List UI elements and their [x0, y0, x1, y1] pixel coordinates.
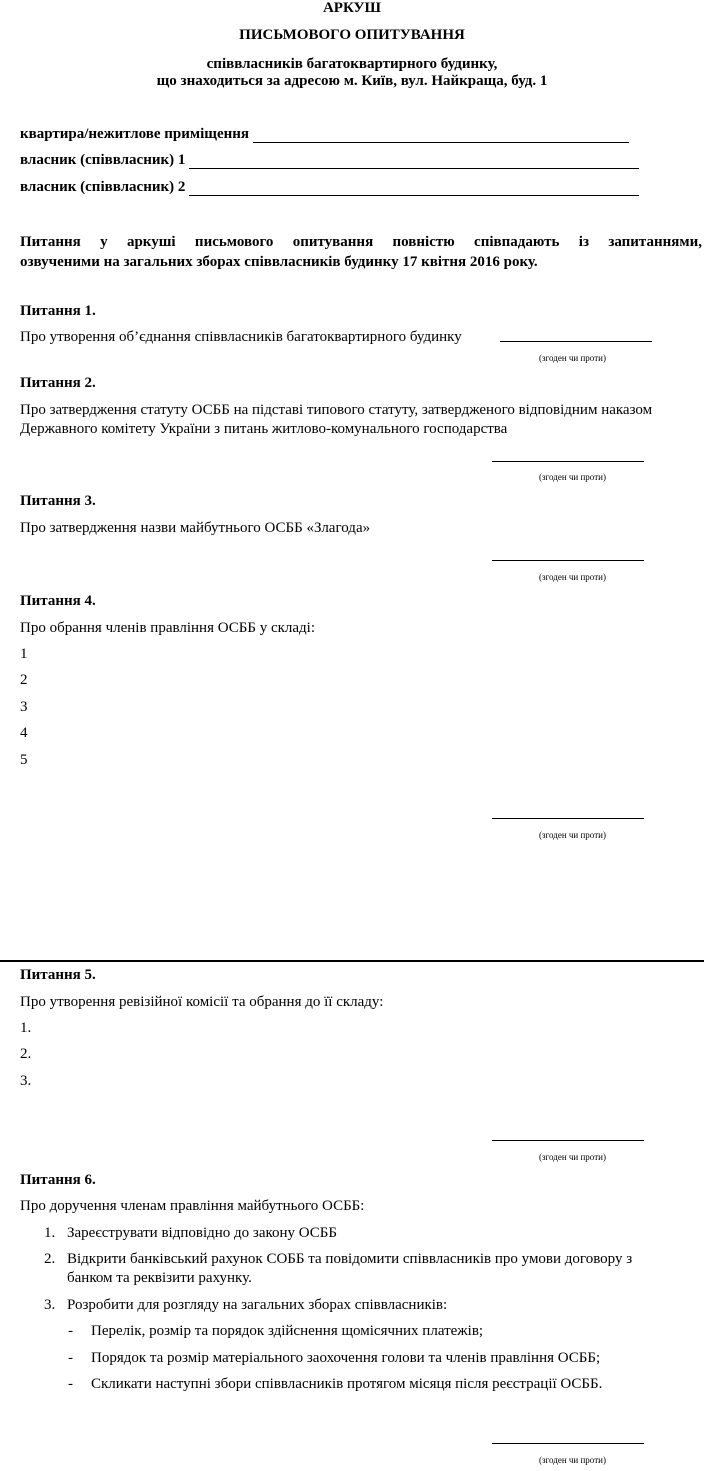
sub-item-2-text: Порядок та розмір матеріального заохочення голови та членів правління ОСББ; — [91, 1350, 601, 1366]
question-4-vote-line[interactable] — [492, 818, 644, 819]
question-1-vote-caption: (згоден чи проти) — [539, 353, 606, 363]
audit-member-2: 2. — [20, 1046, 32, 1062]
sub-item-3-dash: - — [68, 1376, 73, 1392]
question-6-heading: Питання 6. — [20, 1172, 96, 1188]
board-member-2: 2 — [20, 672, 28, 688]
board-member-5: 5 — [20, 752, 28, 768]
question-5-heading: Питання 5. — [20, 967, 96, 983]
question-1-heading: Питання 1. — [20, 303, 96, 319]
board-member-1: 1 — [20, 646, 28, 662]
question-2-text-line-1: Про затвердження статуту ОСББ на підставі типового статуту, затвердженого відповідним наказом — [20, 402, 653, 418]
list-item-2-text-line-2: банком та реквізити рахунку. — [67, 1270, 252, 1286]
apartment-label: квартира/нежитлове приміщення — [20, 126, 250, 142]
audit-member-3: 3. — [20, 1073, 32, 1089]
audit-member-1: 1. — [20, 1020, 32, 1036]
owner2-label: власник (співвласник) 2 — [20, 179, 186, 195]
document-address: що знаходиться за адресою м. Київ, вул. Найкраща, буд. 1 — [156, 73, 548, 89]
question-5-vote-line[interactable] — [492, 1140, 644, 1141]
sub-item-1-dash: - — [68, 1323, 73, 1339]
list-item-2-text-line-1: Відкрити банківський рахунок СОББ та повідомити співвласників про умови договору з — [67, 1251, 633, 1267]
question-1-vote-line[interactable] — [500, 341, 652, 342]
sub-item-3-text: Скликати наступні збори співвласників протягом місяця після реєстрації ОСББ. — [91, 1376, 603, 1392]
apartment-input-line[interactable] — [253, 130, 629, 143]
question-1-text: Про утворення об’єднання співвласників багатоквартирного будинку — [20, 329, 462, 345]
question-3-text: Про затвердження назви майбутнього ОСББ «Злагода» — [20, 520, 371, 536]
question-6-text: Про доручення членам правління майбутнього ОСББ: — [20, 1198, 365, 1214]
question-5-text: Про утворення ревізійної комісії та обрання до її складу: — [20, 994, 384, 1010]
board-member-4: 4 — [20, 725, 28, 741]
intro-paragraph — [20, 232, 702, 272]
question-3-vote-line[interactable] — [492, 560, 644, 561]
question-5-vote-caption: (згоден чи проти) — [539, 1152, 606, 1162]
sub-item-2-dash: - — [68, 1350, 73, 1366]
list-item-3-number: 3. — [44, 1297, 56, 1313]
list-item-2-number: 2. — [44, 1251, 56, 1267]
question-6-vote-caption: (згоден чи проти) — [539, 1455, 606, 1465]
question-3-vote-caption: (згоден чи проти) — [539, 572, 606, 582]
question-2-heading: Питання 2. — [20, 375, 96, 391]
question-3-heading: Питання 3. — [20, 493, 96, 509]
question-6-vote-line[interactable] — [492, 1443, 644, 1444]
document-title: АРКУШ — [322, 0, 382, 16]
intro-line-1: Питання у аркуші письмового опитування повністю співпадають із запитаннями, — [20, 234, 702, 250]
board-member-3: 3 — [20, 699, 28, 715]
question-2-text-line-2: Державного комітету України з питань житлово-комунального господарства — [20, 421, 508, 437]
owner2-field[interactable] — [20, 179, 639, 196]
apartment-field[interactable] — [20, 126, 629, 143]
question-2-vote-line[interactable] — [492, 461, 644, 462]
owner1-field[interactable] — [20, 152, 639, 169]
owner1-label: власник (співвласник) 1 — [20, 152, 186, 168]
intro-line-2: озвученими на загальних зборах співвласників будинку 17 квітня 2016 року. — [20, 254, 538, 270]
page-break-divider — [0, 960, 704, 962]
question-4-vote-caption: (згоден чи проти) — [539, 830, 606, 840]
owner2-input-line[interactable] — [189, 183, 639, 196]
list-item-1-text: Зареєструвати відповідно до закону ОСББ — [67, 1225, 338, 1241]
document-subtitle: співвласників багатоквартирного будинку, — [206, 56, 498, 72]
sub-item-1-text: Перелік, розмір та порядок здійснення щомісячних платежів; — [91, 1323, 484, 1339]
question-2-vote-caption: (згоден чи проти) — [539, 472, 606, 482]
question-4-heading: Питання 4. — [20, 593, 96, 609]
list-item-3-text: Розробити для розгляду на загальних зборах співвласників: — [67, 1297, 448, 1313]
document-title-second-line: ПИСЬМОВОГО ОПИТУВАННЯ — [239, 27, 465, 43]
owner1-input-line[interactable] — [189, 156, 639, 169]
question-4-text: Про обрання членів правління ОСББ у складі: — [20, 620, 316, 636]
list-item-1-number: 1. — [44, 1225, 56, 1241]
